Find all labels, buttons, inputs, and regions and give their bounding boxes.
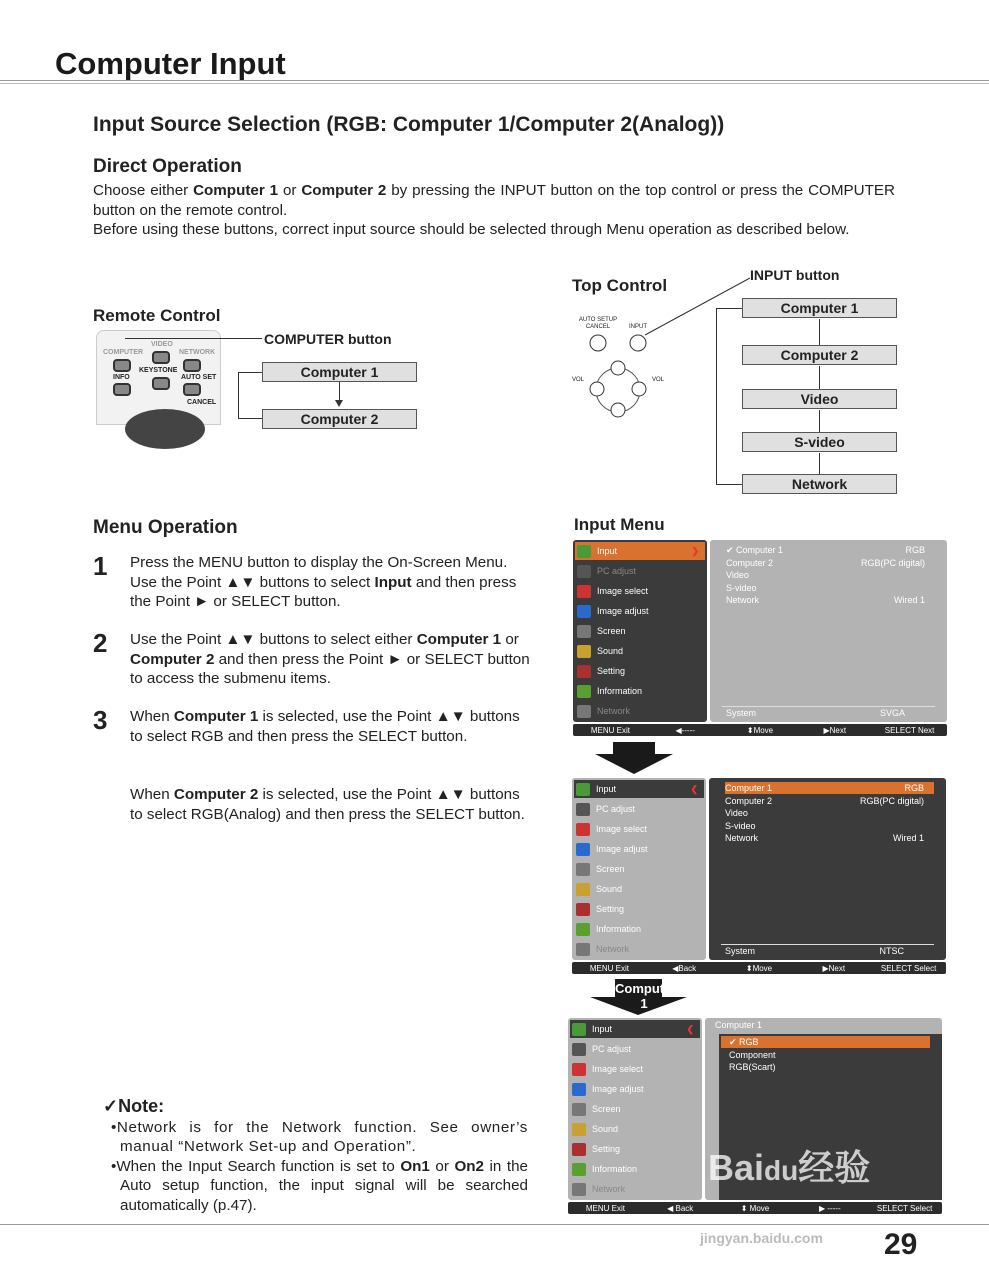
menu-option[interactable]: Component: [729, 1049, 776, 1060]
menu-item-label: Screen: [596, 864, 625, 874]
step-text: Press the MENU button to display the On-Screen Menu. Use the Point ▲▼ buttons to select Input and then press the Point ► or SELECT button.: [130, 554, 517, 610]
remote-computer-1-box: Computer 1: [262, 362, 417, 382]
menu-item-screen[interactable]: [574, 860, 704, 878]
menu-category-list: [573, 540, 707, 722]
menu-item-label: Image select: [592, 1064, 644, 1074]
top-computer-1-box: Computer 1: [742, 298, 897, 318]
remote-info-label: INFO: [113, 374, 130, 381]
section-title: Input Source Selection (RGB: Computer 1/Computer 2(Analog)): [93, 113, 725, 136]
menu-item-label: Network: [597, 706, 631, 716]
menu-item-label: Screen: [592, 1104, 621, 1114]
auto-setup-label-group: [578, 317, 618, 331]
menu-item-label: Setting: [592, 1144, 621, 1154]
menu-item-label: PC adjust: [596, 804, 636, 814]
step-number: 3: [93, 705, 108, 735]
menu-item-information[interactable]: [574, 920, 704, 938]
menu-item-label: PC adjust: [592, 1044, 632, 1054]
menu-item-label: Image adjust: [592, 1084, 644, 1094]
top-network-box: Network: [742, 474, 897, 494]
menu-item-icon: [576, 863, 590, 876]
step-text: Use the Point ▲▼ buttons to select either Computer 1 or Computer 2 and then press the Point ► or SELECT button to access the submenu items.: [130, 631, 530, 687]
remote-network-button[interactable]: [183, 359, 201, 372]
menu-option[interactable]: Computer 2 RGB(PC digital): [726, 557, 925, 568]
menu-item-label: Image adjust: [596, 844, 648, 854]
menu-item-label: Network: [592, 1184, 626, 1194]
menu-category-list: [572, 778, 706, 960]
menu-option[interactable]: S-video: [726, 582, 757, 593]
menu-item-icon: [576, 783, 590, 796]
arrow-label: Computer 1: [615, 981, 677, 1011]
watermark-url: jingyan.baidu.com: [700, 1230, 823, 1246]
menu-item-icon: [572, 1063, 586, 1076]
menu-item-pc-adjust[interactable]: [570, 1040, 700, 1058]
arrow-down-icon: [335, 400, 343, 407]
menu-item-label: Setting: [596, 904, 625, 914]
menu-option[interactable]: Video: [725, 808, 748, 818]
menu-item-setting[interactable]: [575, 662, 705, 680]
remote-control-heading: Remote Control: [93, 306, 221, 325]
menu-option[interactable]: ✔ RGB: [721, 1036, 930, 1048]
cancel-label: CANCEL: [585, 324, 611, 330]
input-label: INPUT: [629, 324, 647, 330]
remote-autoset-button[interactable]: [183, 383, 201, 396]
menu-item-icon: [576, 803, 590, 816]
menu-option[interactable]: Network Wired 1: [725, 833, 924, 843]
menu-item-label: Image adjust: [597, 606, 649, 616]
arrow-down-icon: [595, 742, 673, 774]
menu-option[interactable]: RGB(Scart): [729, 1062, 776, 1072]
page-title: Computer Input: [55, 46, 286, 81]
menu-option[interactable]: ✔ Computer 1 RGB: [726, 544, 925, 555]
computer-button-callout: COMPUTER button: [264, 331, 392, 347]
menu-item-label: Sound: [597, 646, 624, 656]
menu-operation-heading: Menu Operation: [93, 517, 238, 538]
menu-item-network[interactable]: [575, 702, 705, 720]
top-control-heading: Top Control: [572, 276, 668, 295]
menu-option[interactable]: Network Wired 1: [726, 595, 925, 605]
menu-item-icon: [577, 705, 591, 718]
menu-item-icon: [577, 665, 591, 678]
menu-item-pc-adjust[interactable]: [575, 562, 705, 580]
menu-item-icon: [572, 1023, 586, 1036]
menu-option[interactable]: S-video: [725, 820, 756, 831]
chevron-left-icon: ❮: [686, 1023, 694, 1034]
menu-item-information[interactable]: [575, 682, 705, 700]
direct-operation-text: Choose either Computer 1 or Computer 2 by pressing the INPUT button on the top control or press the COMPUTER button on the remote control. Before using these buttons, correct input source should be selected through Menu operation as described below.: [93, 182, 895, 238]
remote-video-button[interactable]: [152, 351, 170, 364]
chevron-left-icon: ❮: [690, 783, 698, 794]
footer-rule: [0, 1224, 989, 1225]
menu-item-sound[interactable]: [574, 880, 704, 898]
menu-item-icon: [577, 605, 591, 618]
top-video-box: Video: [742, 389, 897, 409]
menu-option[interactable]: Computer 1 RGB: [725, 782, 934, 794]
menu-item-icon: [576, 903, 590, 916]
menu-options-panel: [710, 540, 947, 722]
menu-category-list: [568, 1018, 702, 1200]
menu-item-icon: [572, 1043, 586, 1056]
remote-control-image: [96, 330, 221, 425]
menu-item-label: Setting: [597, 666, 626, 676]
menu-item-label: Information: [597, 686, 643, 696]
menu-item-icon: [576, 823, 590, 836]
input-menu-screenshot: [573, 540, 947, 737]
menu-item-image-select[interactable]: [574, 820, 704, 838]
menu-option[interactable]: Video: [726, 570, 749, 580]
chevron-right-icon: ❯: [691, 545, 699, 556]
remote-keystone-label: KEYSTONE: [139, 367, 178, 374]
menu-item-screen[interactable]: [570, 1100, 700, 1118]
menu-item-icon: [572, 1083, 586, 1096]
menu-option[interactable]: Computer 2 RGB(PC digital): [725, 795, 924, 806]
menu-item-icon: [577, 625, 591, 638]
menu-item-label: Sound: [596, 884, 623, 894]
menu-item-label: Input: [597, 546, 618, 556]
auto-setup-label: AUTO SETUP: [578, 317, 618, 323]
menu-item-image-adjust[interactable]: [570, 1080, 700, 1098]
menu-item-label: Sound: [592, 1124, 619, 1134]
menu-item-input[interactable]: [575, 542, 705, 560]
step-text: When Computer 1 is selected, use the Point ▲▼ buttons to select RGB and then press the SELECT button.: [130, 708, 520, 745]
menu-item-image-adjust[interactable]: [575, 602, 705, 620]
menu-item-label: Information: [596, 924, 642, 934]
remote-network-label: NETWORK: [179, 349, 216, 356]
vol-minus-label: VOL: [572, 377, 585, 383]
system-signal-row: System SVGA: [722, 706, 935, 718]
menu-options-panel: [709, 778, 946, 960]
menu-item-icon: [577, 645, 591, 658]
menu-item-network[interactable]: [574, 940, 704, 958]
step-number: 2: [93, 628, 108, 658]
menu-footer-guide: MENU Exit ◀Back ⬍Move ▶Next SELECT Select: [572, 962, 946, 974]
input-menu-heading: Input Menu: [574, 515, 665, 534]
input-menu-screenshot: [572, 778, 946, 975]
menu-item-label: Image select: [597, 586, 649, 596]
top-control-diagram: [565, 270, 750, 420]
remote-info-button[interactable]: [113, 383, 131, 396]
remote-keystone-button[interactable]: [152, 377, 170, 390]
menu-item-label: Screen: [597, 626, 626, 636]
menu-footer-guide: MENU Exit ◀ Back ⬍ Move ▶ ----- SELECT Select: [568, 1202, 942, 1214]
menu-item-label: PC adjust: [597, 566, 637, 576]
remote-computer-label: COMPUTER: [103, 349, 144, 356]
menu-item-icon: [572, 1183, 586, 1196]
menu-item-icon: [577, 585, 591, 598]
vol-plus-label: VOL: [652, 377, 665, 383]
top-computer-2-box: Computer 2: [742, 345, 897, 365]
menu-item-icon: [576, 923, 590, 936]
menu-item-screen[interactable]: [575, 622, 705, 640]
menu-item-label: Network: [596, 944, 630, 954]
menu-item-input[interactable]: [574, 780, 704, 798]
menu-item-icon: [572, 1103, 586, 1116]
remote-cancel-label: CANCEL: [187, 399, 217, 406]
menu-item-label: Input: [592, 1024, 613, 1034]
top-svideo-box: S-video: [742, 432, 897, 452]
menu-item-icon: [572, 1163, 586, 1176]
remote-pointer-pad: [125, 409, 205, 449]
menu-item-icon: [576, 883, 590, 896]
menu-item-information[interactable]: [570, 1160, 700, 1178]
title-rule: [0, 80, 989, 84]
menu-item-icon: [576, 943, 590, 956]
remote-computer-2-box: Computer 2: [262, 409, 417, 429]
page-number: 29: [884, 1228, 918, 1261]
menu-item-sound[interactable]: [570, 1120, 700, 1138]
input-button-callout: INPUT button: [750, 267, 840, 283]
remote-autoset-label: AUTO SET: [181, 374, 217, 381]
menu-item-pc-adjust[interactable]: [574, 800, 704, 818]
menu-item-icon: [576, 843, 590, 856]
menu-item-label: Image select: [596, 824, 648, 834]
menu-item-icon: [577, 545, 591, 558]
menu-item-image-adjust[interactable]: [574, 840, 704, 858]
note: ✓Note: •Network is for the Network function. See owner’s manual “Network Set-up and Operation”. •When the Input Search function is set to On1 or On2 in the Auto setup function, the input signal will be searched automatically (p.47).: [103, 1096, 528, 1214]
menu-item-setting[interactable]: [574, 900, 704, 918]
watermark: Baidu经验: [708, 1147, 871, 1188]
menu-item-image-select[interactable]: [570, 1060, 700, 1078]
menu-item-icon: [572, 1123, 586, 1136]
submenu-header: Computer 1: [715, 1020, 763, 1030]
remote-video-label: VIDEO: [151, 341, 173, 348]
direct-operation-heading: Direct Operation: [93, 156, 242, 177]
menu-item-setting[interactable]: [570, 1140, 700, 1158]
step-text: When Computer 2 is selected, use the Point ▲▼ buttons to select RGB(Analog) and then press the SELECT button.: [130, 786, 525, 823]
menu-item-icon: [572, 1143, 586, 1156]
step-number: 1: [93, 551, 108, 581]
menu-item-input[interactable]: [570, 1020, 700, 1038]
menu-item-image-select[interactable]: [575, 582, 705, 600]
remote-computer-button[interactable]: [113, 359, 131, 372]
menu-item-icon: [577, 685, 591, 698]
system-signal-row: System NTSC: [721, 944, 934, 956]
menu-item-sound[interactable]: [575, 642, 705, 660]
menu-footer-guide: MENU Exit ◀----- ⬍Move ▶Next SELECT Next: [573, 724, 947, 736]
menu-item-label: Input: [596, 784, 617, 794]
menu-item-network[interactable]: [570, 1180, 700, 1198]
menu-item-label: Information: [592, 1164, 638, 1174]
menu-item-icon: [577, 565, 591, 578]
